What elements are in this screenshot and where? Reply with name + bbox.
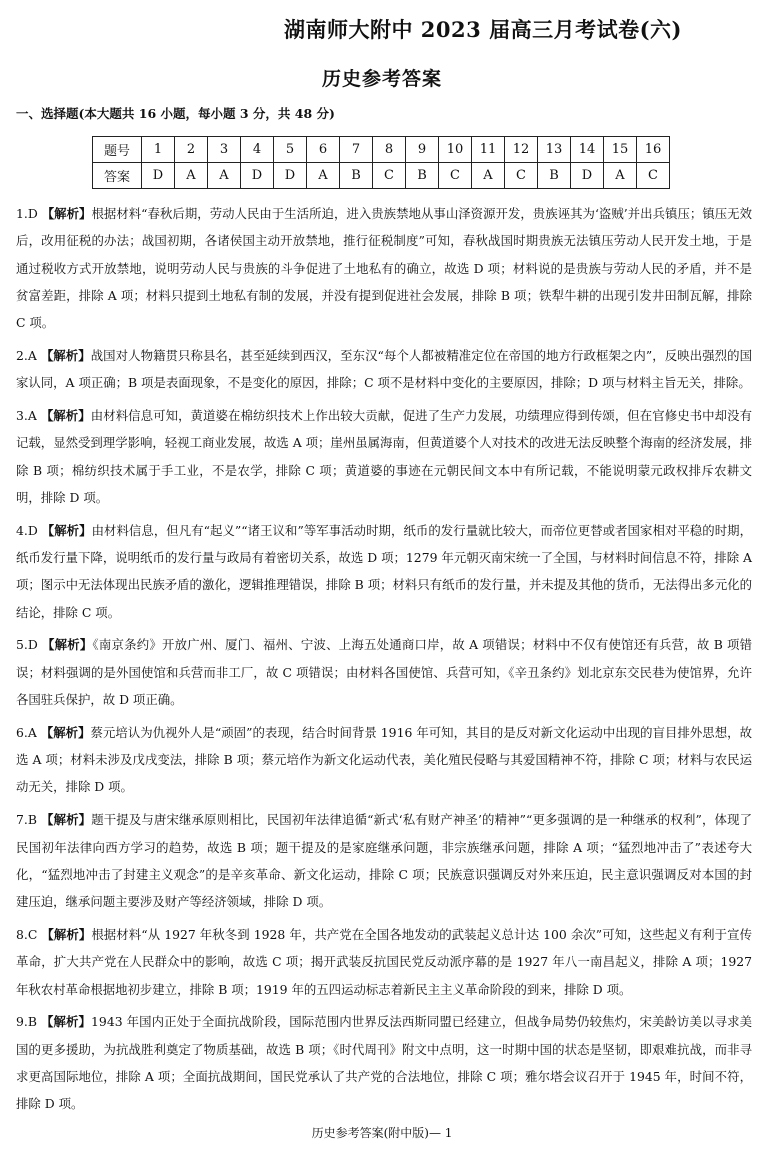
question-number-cell: 10 [439,137,472,163]
row-label-answer: 答案 [93,163,142,189]
analysis-tag: 【解析】 [41,812,92,828]
answer-table-number-row [93,137,670,163]
answer-cell: A [604,163,637,189]
explanation-list [16,200,752,1123]
analysis-tag: 【解析】 [40,408,91,424]
explanation-item [16,806,752,915]
answer-cell: A [472,163,505,189]
question-number-cell: 13 [538,137,571,163]
item-text: 战国对人物籍贯只称县名，甚至延续到西汉，至东汉“每个人都被精准定位在帝国的地方行政框架之内”，反映出强烈的国家认同，A 项正确；B 项是表面现象，不是变化的原因，排除；C 项不是材料中变化的主要原因，排除；D 项与材料主旨无关，排除。 [16,347,752,391]
analysis-tag: 【解析】 [40,724,91,740]
item-number: 6.A [16,724,37,740]
answer-cell: B [406,163,439,189]
answer-cell: C [505,163,538,189]
question-number-cell: 1 [142,137,175,163]
answer-table [92,136,670,189]
answer-cell: D [274,163,307,189]
answer-cell: C [439,163,472,189]
analysis-tag: 【解析】 [41,637,93,653]
explanation-item [16,402,752,511]
answer-cell: C [637,163,670,189]
page-subtitle: 历史参考答案 [321,68,442,90]
item-number: 8.C [16,926,38,942]
item-text: 1943 年国内正处于全面抗战阶段，国际范围内世界反法西斯同盟已经建立，但战争局势仍较焦灼，宋美龄访美以寻求美国的更多援助，为抗战胜利奠定了物质基础，故选 B 项；《时代周刊》附文中点明，这一时期中国的状态是坚韧，即艰难抗战，而非寻求更高国际地位，排除 A 项；全面抗战期间，国民党承认了共产党的合法地位，排除 C 项；雅尔塔会议召开于 1945 年，时间不符，排除 D 项。 [16,1014,752,1112]
question-number-cell: 8 [373,137,406,163]
question-number-cell: 16 [637,137,670,163]
item-text: 由材料信息，但凡有“起义”“诸王议和”等军事活动时期，纸币的发行量就比较大，而帝位更替或者国家相对平稳的时期，纸币发行量下降，说明纸币的发行量与政局有着密切关系，故选 D 项；1279 年元朝灭南宋统一了全国，与材料时间信息不符，排除 A 项；图示中无法体现出民族矛盾的激化，逻辑推理错误，排除 B 项；材料只有纸币的发行量，并未提及其他的货币，无法得出多元化的结论，排除 C 项。 [16,522,752,620]
answer-cell: C [373,163,406,189]
analysis-tag: 【解析】 [41,1014,92,1030]
answer-cell: A [175,163,208,189]
row-label-number: 题号 [93,137,142,163]
explanation-item [16,200,752,336]
page-title: 湖南师大附中 2023 届高三月考试卷(六) [284,17,682,42]
item-text: 题干提及与唐宋继承原则相比，民国初年法律追循“新式‘私有财产神圣’的精神”“更多强调的是一种继承的权利”，体现了民国初年法律向西方学习的趋势，故选 B 项；题干提及的是家庭继承问题，非宗族继承问题，排除 A 项；“猛烈地冲击了”表述夸大化，“猛烈地冲击了封建主义观念”的是辛亥革命、新文化运动，排除 C 项；民族意识强调反对外来压迫，民主意识强调反对本国的封建压迫，继承问题主要涉及财产等经济领域，排除 D 项。 [16,812,753,910]
question-number-cell: 7 [340,137,373,163]
explanation-item [16,342,752,397]
analysis-tag: 【解析】 [40,347,91,363]
answer-cell: A [208,163,241,189]
question-number-cell: 9 [406,137,439,163]
item-number: 7.B [16,812,37,828]
page-footer: 历史参考答案(附中版)— 1 [311,1126,453,1140]
item-text: 根据材料“春秋后期，劳动人民由于生活所迫，进入贵族禁地从事山泽资源开发，贵族诬其为‘盗贼’并出兵镇压；镇压无效后，改用征税的办法；战国初期，各诸侯国主动开放禁地，推行征税制度”可知，春秋战国时期贵族无法镇压劳动人民开发土地，于是通过税收方式开放禁地，说明劳动人民与贵族的斗争促进了土地私有的确立，故选 D 项；材料说的是贵族与劳动人民的矛盾，并不是贫富差距，排除 A 项；材料只提到土地私有制的发展，并没有提到促进社会发展，排除 B 项；铁犁牛耕的出现引发井田制瓦解，排除 C 项。 [16,206,752,331]
item-number: 4.D [16,522,38,538]
answer-cell: B [538,163,571,189]
analysis-tag: 【解析】 [41,522,92,538]
question-number-cell: 15 [604,137,637,163]
question-number-cell: 14 [571,137,604,163]
question-number-cell: 11 [472,137,505,163]
question-number-cell: 2 [175,137,208,163]
analysis-tag: 【解析】 [41,926,92,942]
answer-cell: D [142,163,175,189]
explanation-item [16,921,752,1003]
explanation-item [16,517,752,626]
question-number-cell: 3 [208,137,241,163]
explanation-item [16,1008,752,1117]
item-number: 9.B [16,1014,37,1030]
question-number-cell: 12 [505,137,538,163]
answer-cell: D [241,163,274,189]
explanation-item [16,631,752,713]
answer-cell: D [571,163,604,189]
answer-table-answer-row [93,163,670,189]
item-number: 5.D [16,637,38,653]
analysis-tag: 【解析】 [41,206,92,221]
item-text: 由材料信息可知，黄道婆在棉纺织技术上作出较大贡献，促进了生产力发展，功绩理应得到传颂，但在官修史书中却没有记载，显然受到理学影响，轻视工商业发展，故选 A 项；崖州虽属海南，但黄道婆个人对技术的改进无法反映整个海南的经济发展，排除 B 项；棉纺织技术属于手工业，不是农学，排除 C 项；黄道婆的事迹在元朝民间文本中有所记载，不能说明蒙元政权排斥农耕文明，排除 D 项。 [16,408,752,505]
explanation-item [16,719,752,801]
item-number: 1.D [16,206,38,221]
item-text: 根据材料“从 1927 年秋冬到 1928 年，共产党在全国各地发动的武装起义总计达 100 余次”可知，这些起义有利于宣传革命，扩大共产党在人民群众中的影响，故选 C 项；揭开武装反抗国民党反动派序幕的是 1927 年八一南昌起义，排除 A 项；1927 年秋农村革命根据地初步建立，排除 B 项；1919 年的五四运动标志着新民主主义革命阶段的到来，排除 D 项。 [16,926,752,997]
item-number: 3.A [16,408,37,424]
question-number-cell: 5 [274,137,307,163]
item-text: 蔡元培认为仇视外人是“顽固”的表现，结合时间背景 1916 年可知，其目的是反对新文化运动中出现的盲目排外思想，故选 A 项；材料未涉及戊戌变法，排除 B 项；蔡元培作为新文化运动代表，美化殖民侵略与其爱国精神不符，排除 C 项；材料与农民运动无关，排除 D 项。 [16,724,752,795]
section-heading: 一、选择题(本大题共 16 小题，每小题 3 分，共 48 分) [16,106,335,121]
question-number-cell: 4 [241,137,274,163]
answer-cell: B [340,163,373,189]
item-number: 2.A [16,347,37,363]
answer-cell: A [307,163,340,189]
question-number-cell: 6 [307,137,340,163]
item-text: 《南京条约》开放广州、厦门、福州、宁波、上海五处通商口岸，故 A 项错误；材料中不仅有使馆还有兵营，故 B 项错误；材料强调的是外国使馆和兵营而非工厂，故 C 项错误；由材料各国使馆、兵营可知，《辛丑条约》划北京东交民巷为使馆界，允许各国驻兵保护，故 D 项正确。 [16,637,752,708]
